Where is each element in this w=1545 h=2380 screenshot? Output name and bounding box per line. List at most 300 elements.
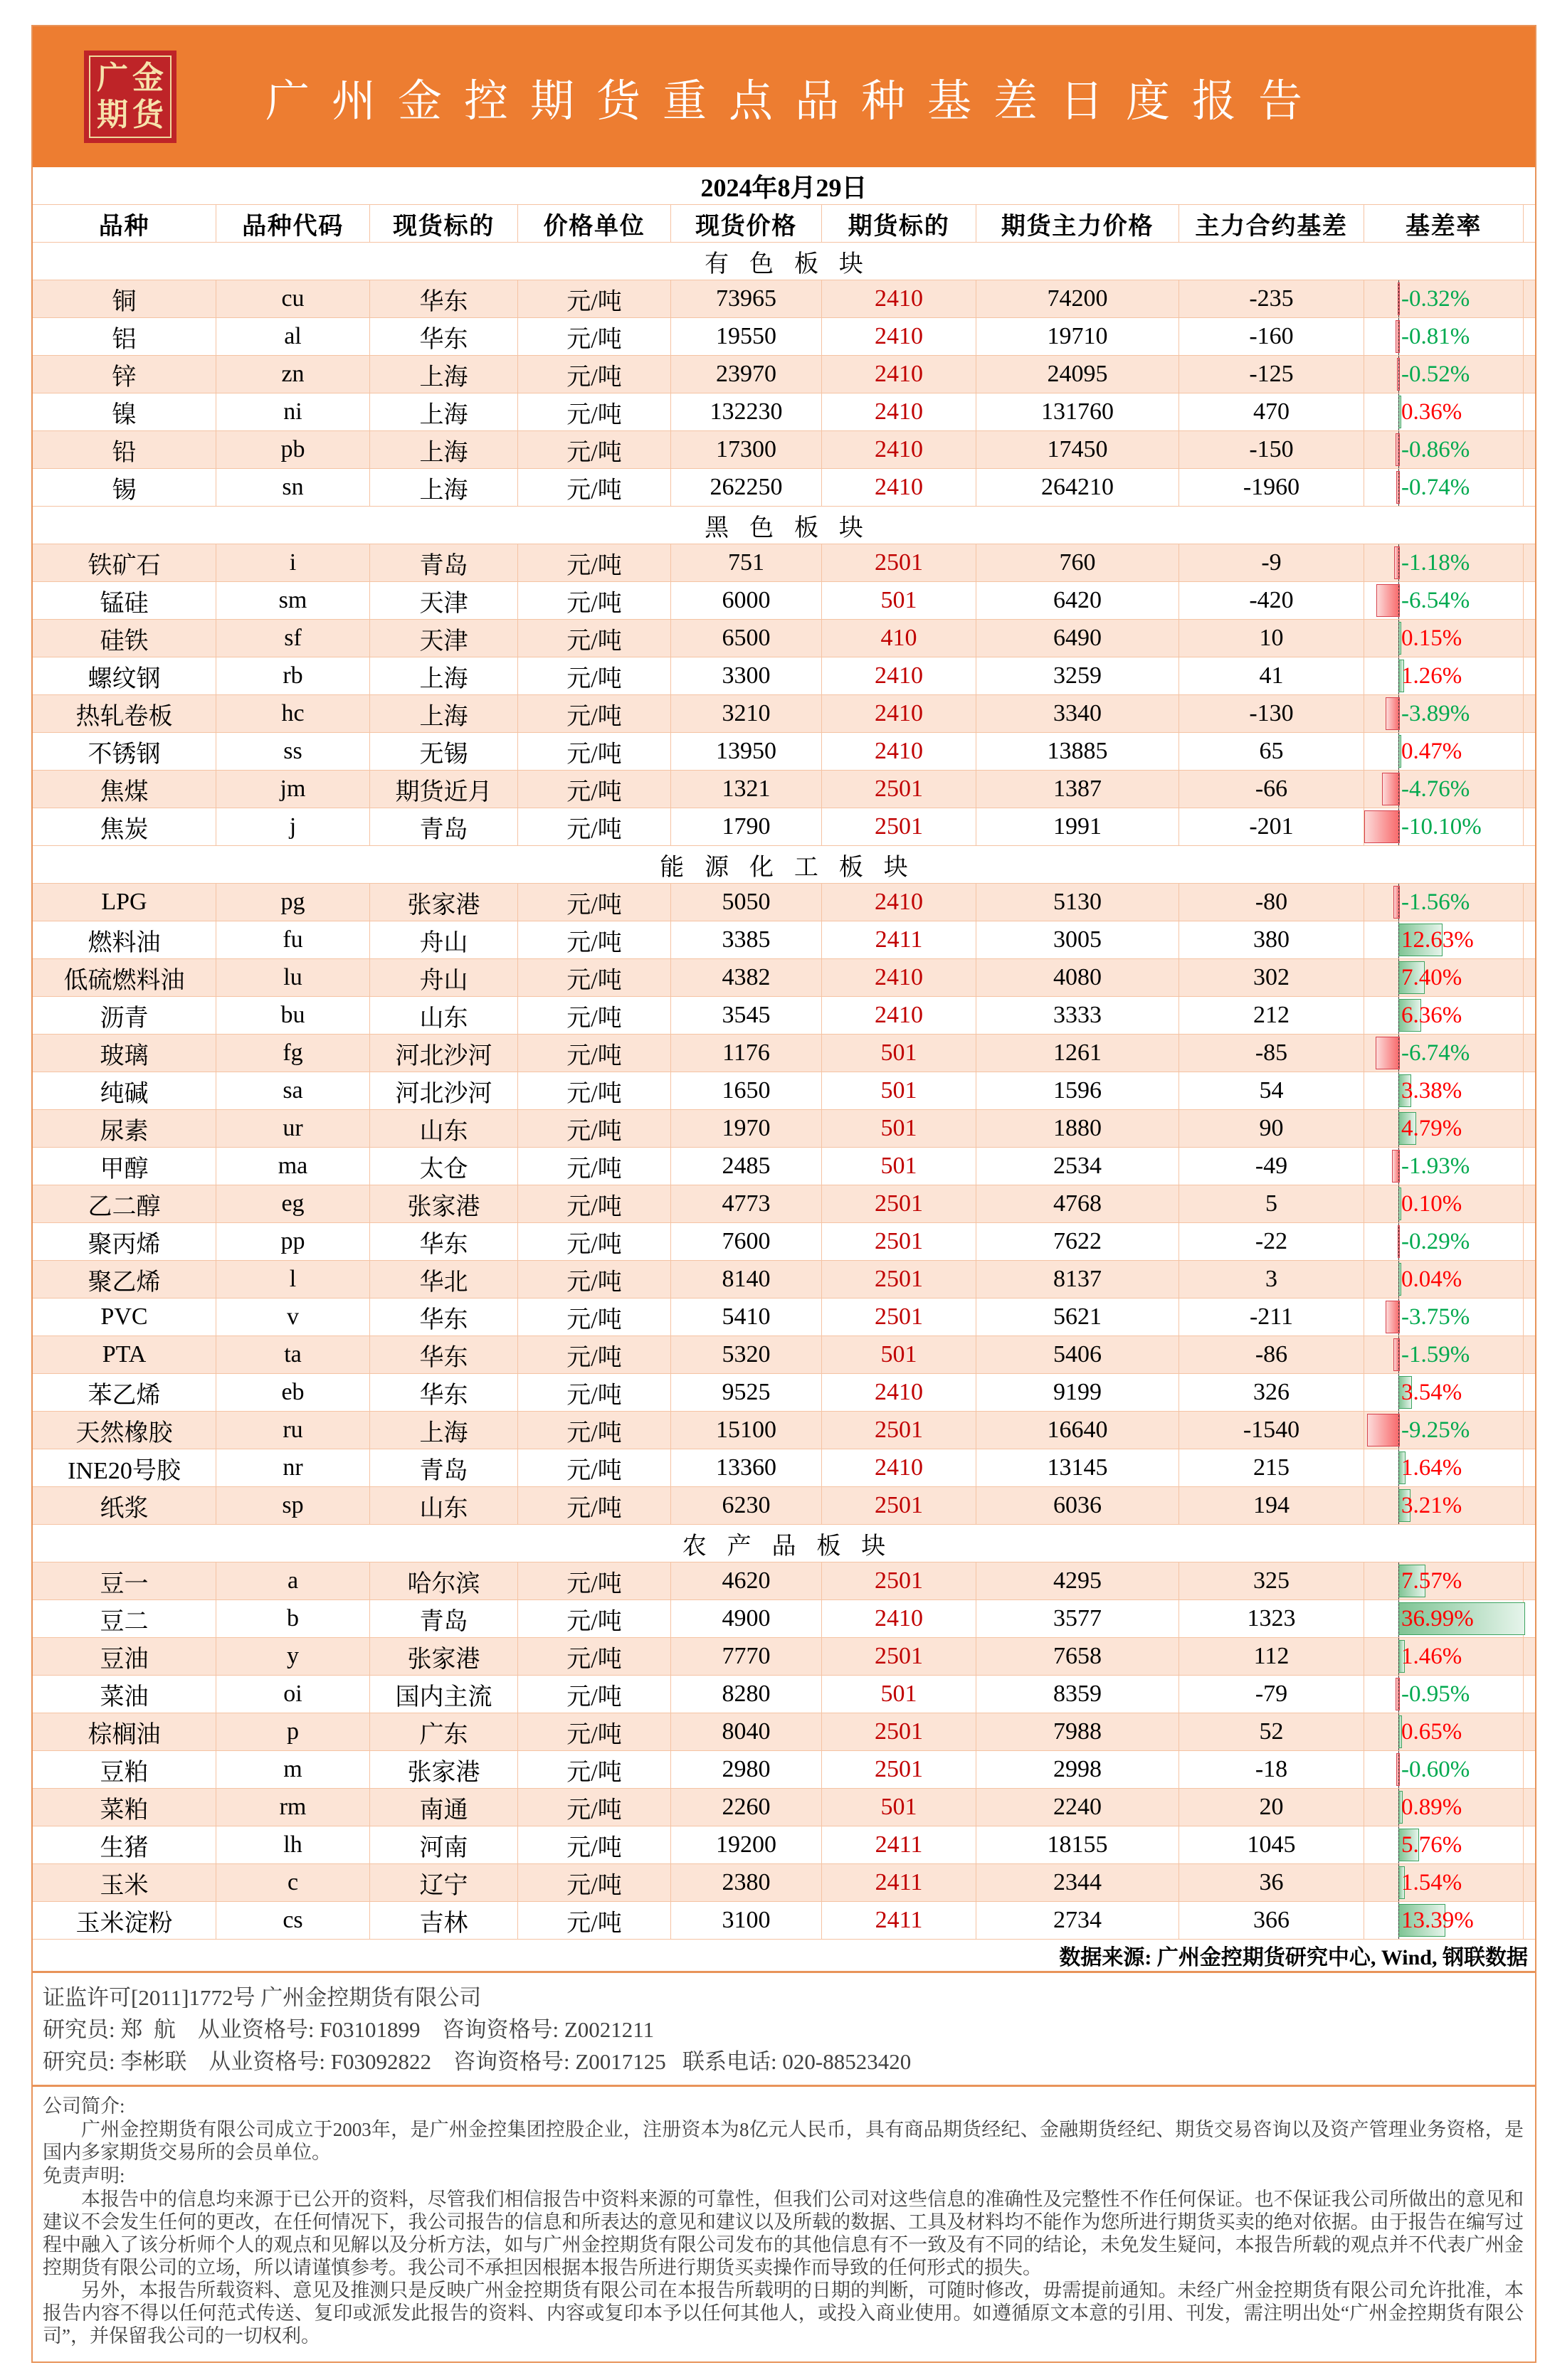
cell-futures-price: 5406: [976, 1336, 1179, 1374]
basis-rate-value: -6.74%: [1401, 1040, 1470, 1066]
cell-spot-target: 期货近月: [370, 771, 518, 808]
cell-spot-price: 2485: [671, 1148, 822, 1185]
cell-variety-code: bu: [216, 997, 370, 1035]
cell-basis: 90: [1179, 1110, 1364, 1148]
cell-price-unit: 元/吨: [518, 1713, 671, 1751]
cell-spot-target: 广东: [370, 1713, 518, 1751]
cell-filler: [1524, 959, 1535, 997]
cell-variety-code: sf: [216, 620, 370, 657]
cell-futures-price: 8359: [976, 1676, 1179, 1713]
cell-futures-price: 7622: [976, 1223, 1179, 1261]
table-row: [33, 1826, 1535, 1864]
cell-filler: [1524, 582, 1535, 620]
cell-price-unit: 元/吨: [518, 1676, 671, 1713]
cell-filler: [1524, 318, 1535, 356]
cell-variety: INE20号胶: [33, 1449, 216, 1487]
cell-price-unit: 元/吨: [518, 1148, 671, 1185]
cell-futures-contract: 2410: [822, 959, 976, 997]
column-header-5: 现货价格: [671, 205, 822, 243]
cell-variety: 豆二: [33, 1600, 216, 1638]
cell-spot-target: 张家港: [370, 1751, 518, 1789]
table-row: [33, 1449, 1535, 1487]
cell-price-unit: 元/吨: [518, 1562, 671, 1600]
table-row: [33, 695, 1535, 733]
cell-variety: 豆油: [33, 1638, 216, 1676]
cell-variety-code: y: [216, 1638, 370, 1676]
cell-futures-price: 4768: [976, 1185, 1179, 1223]
about-block: [33, 2085, 1535, 2362]
cell-basis: -235: [1179, 280, 1364, 318]
table-row: [33, 1072, 1535, 1110]
cell-basis: 10: [1179, 620, 1364, 657]
cell-variety: 镍: [33, 393, 216, 431]
cell-variety: 甲醇: [33, 1148, 216, 1185]
cell-futures-contract: 2501: [822, 808, 976, 846]
cell-variety-code: pg: [216, 884, 370, 921]
cell-variety: LPG: [33, 884, 216, 921]
cell-futures-price: 74200: [976, 280, 1179, 318]
cell-basis-rate: [1364, 1864, 1524, 1902]
cell-price-unit: 元/吨: [518, 1072, 671, 1110]
basis-rate-value: -0.52%: [1401, 361, 1470, 387]
section-row: [33, 507, 1535, 544]
cell-price-unit: 元/吨: [518, 318, 671, 356]
cell-price-unit: 元/吨: [518, 695, 671, 733]
cell-filler: [1524, 657, 1535, 695]
cell-spot-price: 3385: [671, 921, 822, 959]
table-row: [33, 469, 1535, 507]
cell-basis: 65: [1179, 733, 1364, 771]
cell-basis: -9: [1179, 544, 1364, 582]
cell-filler: [1524, 620, 1535, 657]
cell-futures-price: 2734: [976, 1902, 1179, 1940]
cell-basis-rate: [1364, 1826, 1524, 1864]
cell-spot-price: 2260: [671, 1789, 822, 1826]
license-line: 证监许可[2011]1772号 广州金控期货有限公司: [43, 1985, 482, 2010]
cell-variety-code: sn: [216, 469, 370, 507]
cell-spot-price: 23970: [671, 356, 822, 393]
table-row: [33, 1035, 1535, 1072]
cell-filler: [1524, 1826, 1535, 1864]
cell-futures-price: 9199: [976, 1374, 1179, 1412]
cell-basis: -125: [1179, 356, 1364, 393]
table-row: [33, 1412, 1535, 1449]
cell-futures-price: 13145: [976, 1449, 1179, 1487]
cell-variety-code: ru: [216, 1412, 370, 1449]
cell-futures-contract: 2501: [822, 544, 976, 582]
cell-spot-target: 张家港: [370, 1638, 518, 1676]
cell-basis-rate: [1364, 393, 1524, 431]
cell-filler: [1524, 808, 1535, 846]
cell-variety-code: sp: [216, 1487, 370, 1525]
cell-basis: -80: [1179, 884, 1364, 921]
cell-basis-rate: [1364, 733, 1524, 771]
data-source-row: 数据来源: 广州金控期货研究中心, Wind, 钢联数据: [33, 1940, 1535, 1971]
cell-basis-rate: [1364, 1902, 1524, 1940]
cell-basis: -160: [1179, 318, 1364, 356]
cell-futures-price: 3005: [976, 921, 1179, 959]
table-row: [33, 771, 1535, 808]
cell-basis: 470: [1179, 393, 1364, 431]
basis-rate-value: -1.18%: [1401, 549, 1470, 576]
cell-spot-price: 8140: [671, 1261, 822, 1299]
cell-price-unit: 元/吨: [518, 620, 671, 657]
cell-basis: 36: [1179, 1864, 1364, 1902]
basis-rate-value: -0.86%: [1401, 436, 1470, 462]
cell-spot-price: 3100: [671, 1902, 822, 1940]
cell-variety: 乙二醇: [33, 1185, 216, 1223]
cell-price-unit: 元/吨: [518, 1223, 671, 1261]
cell-futures-price: 4080: [976, 959, 1179, 997]
table-row: [33, 997, 1535, 1035]
basis-rate-value: 3.21%: [1401, 1492, 1462, 1518]
cell-basis: 366: [1179, 1902, 1364, 1940]
basis-rate-value: 0.47%: [1401, 738, 1462, 764]
cell-price-unit: 元/吨: [518, 393, 671, 431]
cell-variety: 热轧卷板: [33, 695, 216, 733]
cell-filler: [1524, 1864, 1535, 1902]
cell-variety: 低硫燃料油: [33, 959, 216, 997]
cell-futures-price: 24095: [976, 356, 1179, 393]
cell-basis-rate: [1364, 921, 1524, 959]
cell-filler: [1524, 393, 1535, 431]
basis-rate-value: 1.64%: [1401, 1454, 1462, 1481]
cell-spot-target: 山东: [370, 1487, 518, 1525]
cell-variety-code: jm: [216, 771, 370, 808]
cell-price-unit: 元/吨: [518, 1412, 671, 1449]
cell-spot-price: 4620: [671, 1562, 822, 1600]
table-row: [33, 1261, 1535, 1299]
cell-filler: [1524, 1487, 1535, 1525]
cell-variety-code: fg: [216, 1035, 370, 1072]
researcher-line-1: 研究员: 郑 航 从业资格号: F03101899 咨询资格号: Z0021211: [43, 2017, 655, 2042]
cell-basis-rate: [1364, 1185, 1524, 1223]
basis-rate-value: -0.81%: [1401, 323, 1470, 349]
cell-variety: 焦煤: [33, 771, 216, 808]
section-row: [33, 1525, 1535, 1562]
cell-variety-code: oi: [216, 1676, 370, 1713]
basis-rate-value: -1.93%: [1401, 1153, 1470, 1179]
report-title: 广州金控期货重点品种基差日度报告: [265, 77, 1324, 126]
cell-filler: [1524, 469, 1535, 507]
report-content: [31, 25, 1536, 2363]
cell-basis: 1323: [1179, 1600, 1364, 1638]
cell-spot-price: 5410: [671, 1299, 822, 1336]
cell-filler: [1524, 1223, 1535, 1261]
cell-variety-code: nr: [216, 1449, 370, 1487]
table-row: [33, 733, 1535, 771]
basis-rate-value: -3.89%: [1401, 700, 1470, 726]
cell-filler: [1524, 1600, 1535, 1638]
cell-basis-rate: [1364, 356, 1524, 393]
cell-spot-target: 华东: [370, 280, 518, 318]
cell-basis: 215: [1179, 1449, 1364, 1487]
cell-price-unit: 元/吨: [518, 1185, 671, 1223]
column-header-4: 价格单位: [518, 205, 671, 243]
cell-variety: 菜油: [33, 1676, 216, 1713]
cell-spot-target: 上海: [370, 393, 518, 431]
cell-spot-target: 舟山: [370, 959, 518, 997]
basis-rate-value: 1.46%: [1401, 1643, 1462, 1669]
cell-futures-contract: 2410: [822, 997, 976, 1035]
cell-basis-rate: [1364, 544, 1524, 582]
cell-price-unit: 元/吨: [518, 1299, 671, 1336]
table-row: [33, 1487, 1535, 1525]
cell-basis: -211: [1179, 1299, 1364, 1336]
cell-basis: 112: [1179, 1638, 1364, 1676]
basis-rate-value: 0.15%: [1401, 625, 1462, 651]
basis-rate-value: -1.56%: [1401, 889, 1470, 915]
cell-futures-contract: 2410: [822, 884, 976, 921]
basis-rate-value: 0.10%: [1401, 1190, 1462, 1217]
cell-variety: PTA: [33, 1336, 216, 1374]
column-header-2: 品种代码: [216, 205, 370, 243]
cell-basis-rate: [1364, 1562, 1524, 1600]
cell-basis-rate: [1364, 1148, 1524, 1185]
cell-spot-price: 2380: [671, 1864, 822, 1902]
cell-price-unit: 元/吨: [518, 1864, 671, 1902]
cell-spot-price: 2980: [671, 1751, 822, 1789]
cell-price-unit: 元/吨: [518, 582, 671, 620]
table-row: [33, 1600, 1535, 1638]
cell-spot-target: 天津: [370, 582, 518, 620]
cell-futures-price: 1596: [976, 1072, 1179, 1110]
cell-futures-contract: 501: [822, 1789, 976, 1826]
cell-variety: 铝: [33, 318, 216, 356]
basis-rate-value: 12.63%: [1401, 926, 1474, 953]
cell-variety-code: al: [216, 318, 370, 356]
cell-variety: 天然橡胶: [33, 1412, 216, 1449]
cell-variety: 硅铁: [33, 620, 216, 657]
table-row: [33, 921, 1535, 959]
cell-variety: 聚丙烯: [33, 1223, 216, 1261]
table-row: [33, 1562, 1535, 1600]
cell-spot-price: 13950: [671, 733, 822, 771]
table-row: [33, 356, 1535, 393]
cell-price-unit: 元/吨: [518, 280, 671, 318]
cell-futures-price: 2534: [976, 1148, 1179, 1185]
cell-filler: [1524, 733, 1535, 771]
cell-spot-price: 1321: [671, 771, 822, 808]
cell-spot-target: 吉林: [370, 1902, 518, 1940]
cell-filler: [1524, 1562, 1535, 1600]
cell-spot-price: 132230: [671, 393, 822, 431]
cell-basis-rate: [1364, 1713, 1524, 1751]
cell-futures-contract: 2501: [822, 1751, 976, 1789]
table-row: [33, 393, 1535, 431]
cell-filler: [1524, 1789, 1535, 1826]
cell-spot-target: 张家港: [370, 1185, 518, 1223]
cell-basis-rate: [1364, 959, 1524, 997]
cell-variety-code: cs: [216, 1902, 370, 1940]
cell-filler: [1524, 1374, 1535, 1412]
cell-spot-target: 南通: [370, 1789, 518, 1826]
cell-price-unit: 元/吨: [518, 921, 671, 959]
cell-basis: -1540: [1179, 1412, 1364, 1449]
section-row: [33, 846, 1535, 884]
cell-variety: 聚乙烯: [33, 1261, 216, 1299]
table-row: [33, 1751, 1535, 1789]
column-header-6: 期货标的: [822, 205, 976, 243]
cell-basis: -85: [1179, 1035, 1364, 1072]
basis-rate-value: 0.89%: [1401, 1794, 1462, 1820]
cell-futures-contract: 2501: [822, 1299, 976, 1336]
cell-futures-price: 3333: [976, 997, 1179, 1035]
section-title-text: 能源化工板块: [660, 854, 929, 881]
cell-filler: [1524, 1676, 1535, 1713]
cell-price-unit: 元/吨: [518, 1374, 671, 1412]
cell-spot-price: 1650: [671, 1072, 822, 1110]
cell-variety-code: ta: [216, 1336, 370, 1374]
cell-spot-target: 华北: [370, 1261, 518, 1299]
cell-spot-price: 6230: [671, 1487, 822, 1525]
cell-basis-rate: [1364, 280, 1524, 318]
cell-basis-rate: [1364, 431, 1524, 469]
cell-basis: -1960: [1179, 469, 1364, 507]
cell-variety: 燃料油: [33, 921, 216, 959]
cell-futures-contract: 2410: [822, 1449, 976, 1487]
cell-variety-code: fu: [216, 921, 370, 959]
cell-spot-price: 4382: [671, 959, 822, 997]
cell-variety: 沥青: [33, 997, 216, 1035]
cell-futures-contract: 2501: [822, 771, 976, 808]
cell-spot-target: 华东: [370, 1223, 518, 1261]
cell-spot-price: 9525: [671, 1374, 822, 1412]
basis-rate-value: 1.26%: [1401, 662, 1462, 689]
cell-spot-target: 河北沙河: [370, 1035, 518, 1072]
table-row: [33, 318, 1535, 356]
table-row: [33, 808, 1535, 846]
table-row: [33, 280, 1535, 318]
section-title: [33, 846, 1535, 884]
cell-futures-price: 7658: [976, 1638, 1179, 1676]
section-title-text: 农产品板块: [682, 1533, 907, 1560]
basis-rate-value: -9.25%: [1401, 1417, 1470, 1443]
cell-spot-target: 上海: [370, 695, 518, 733]
cell-futures-contract: 2410: [822, 356, 976, 393]
cell-futures-price: 3577: [976, 1600, 1179, 1638]
table-row: [33, 1864, 1535, 1902]
cell-spot-price: 5050: [671, 884, 822, 921]
logo-text-line2: 期货: [97, 97, 168, 132]
cell-basis: -86: [1179, 1336, 1364, 1374]
cell-spot-target: 国内主流: [370, 1676, 518, 1713]
cell-futures-contract: 2411: [822, 1902, 976, 1940]
cell-basis: -66: [1179, 771, 1364, 808]
cell-futures-contract: 2501: [822, 1487, 976, 1525]
cell-filler: [1524, 1713, 1535, 1751]
cell-spot-target: 太仓: [370, 1148, 518, 1185]
cell-variety: 豆一: [33, 1562, 216, 1600]
cell-filler: [1524, 431, 1535, 469]
table-row: [33, 884, 1535, 921]
cell-basis-rate: [1364, 1751, 1524, 1789]
cell-basis: 20: [1179, 1789, 1364, 1826]
cell-basis: 54: [1179, 1072, 1364, 1110]
cell-filler: [1524, 771, 1535, 808]
report-banner: [33, 26, 1535, 167]
cell-filler: [1524, 1148, 1535, 1185]
cell-spot-price: 5320: [671, 1336, 822, 1374]
cell-basis-rate: [1364, 1676, 1524, 1713]
table-row: [33, 1374, 1535, 1412]
cell-spot-price: 751: [671, 544, 822, 582]
cell-futures-price: 5130: [976, 884, 1179, 921]
section-title-text: 有色板块: [705, 250, 884, 277]
cell-spot-target: 华东: [370, 1336, 518, 1374]
cell-futures-contract: 2501: [822, 1412, 976, 1449]
cell-basis-rate: [1364, 1487, 1524, 1525]
cell-basis-rate: [1364, 771, 1524, 808]
table-row: [33, 959, 1535, 997]
company-info-block: [33, 1971, 1535, 2085]
cell-variety: 锰硅: [33, 582, 216, 620]
cell-futures-contract: 2410: [822, 657, 976, 695]
cell-price-unit: 元/吨: [518, 544, 671, 582]
cell-variety: 玉米: [33, 1864, 216, 1902]
cell-futures-price: 2998: [976, 1751, 1179, 1789]
basis-rate-value: 13.39%: [1401, 1907, 1474, 1933]
column-header-1: 品种: [33, 205, 216, 243]
cell-spot-target: 辽宁: [370, 1864, 518, 1902]
cell-futures-price: 19710: [976, 318, 1179, 356]
cell-filler: [1524, 1751, 1535, 1789]
cell-price-unit: 元/吨: [518, 1789, 671, 1826]
cell-filler: [1524, 280, 1535, 318]
cell-futures-contract: 2410: [822, 431, 976, 469]
cell-variety: 苯乙烯: [33, 1374, 216, 1412]
cell-spot-target: 山东: [370, 997, 518, 1035]
table-row: [33, 582, 1535, 620]
cell-variety-code: hc: [216, 695, 370, 733]
cell-futures-price: 6420: [976, 582, 1179, 620]
cell-filler: [1524, 921, 1535, 959]
cell-basis-rate: [1364, 1072, 1524, 1110]
cell-spot-price: 19550: [671, 318, 822, 356]
cell-spot-target: 青岛: [370, 808, 518, 846]
cell-variety-code: cu: [216, 280, 370, 318]
table-row: [33, 1299, 1535, 1336]
cell-spot-price: 8040: [671, 1713, 822, 1751]
cell-basis-rate: [1364, 1600, 1524, 1638]
cell-basis: 52: [1179, 1713, 1364, 1751]
cell-variety-code: ur: [216, 1110, 370, 1148]
cell-basis-rate: [1364, 1261, 1524, 1299]
cell-futures-price: 264210: [976, 469, 1179, 507]
table-row: [33, 1110, 1535, 1148]
cell-futures-contract: 2410: [822, 469, 976, 507]
cell-spot-price: 1970: [671, 1110, 822, 1148]
cell-futures-price: 2240: [976, 1789, 1179, 1826]
cell-basis: 325: [1179, 1562, 1364, 1600]
section-title: [33, 1525, 1535, 1562]
cell-spot-target: 天津: [370, 620, 518, 657]
cell-basis: -420: [1179, 582, 1364, 620]
cell-price-unit: 元/吨: [518, 1449, 671, 1487]
cell-futures-contract: 501: [822, 1072, 976, 1110]
cell-spot-price: 6500: [671, 620, 822, 657]
table-row: [33, 1902, 1535, 1940]
disclaimer-title: 免责声明:: [43, 2165, 125, 2186]
cell-basis: -201: [1179, 808, 1364, 846]
cell-variety-code: l: [216, 1261, 370, 1299]
cell-variety: 玻璃: [33, 1035, 216, 1072]
basis-rate-value: -10.10%: [1401, 813, 1482, 840]
basis-rate-value: -0.32%: [1401, 285, 1470, 312]
cell-variety-code: eg: [216, 1185, 370, 1223]
cell-price-unit: 元/吨: [518, 959, 671, 997]
cell-basis-rate: [1364, 1449, 1524, 1487]
